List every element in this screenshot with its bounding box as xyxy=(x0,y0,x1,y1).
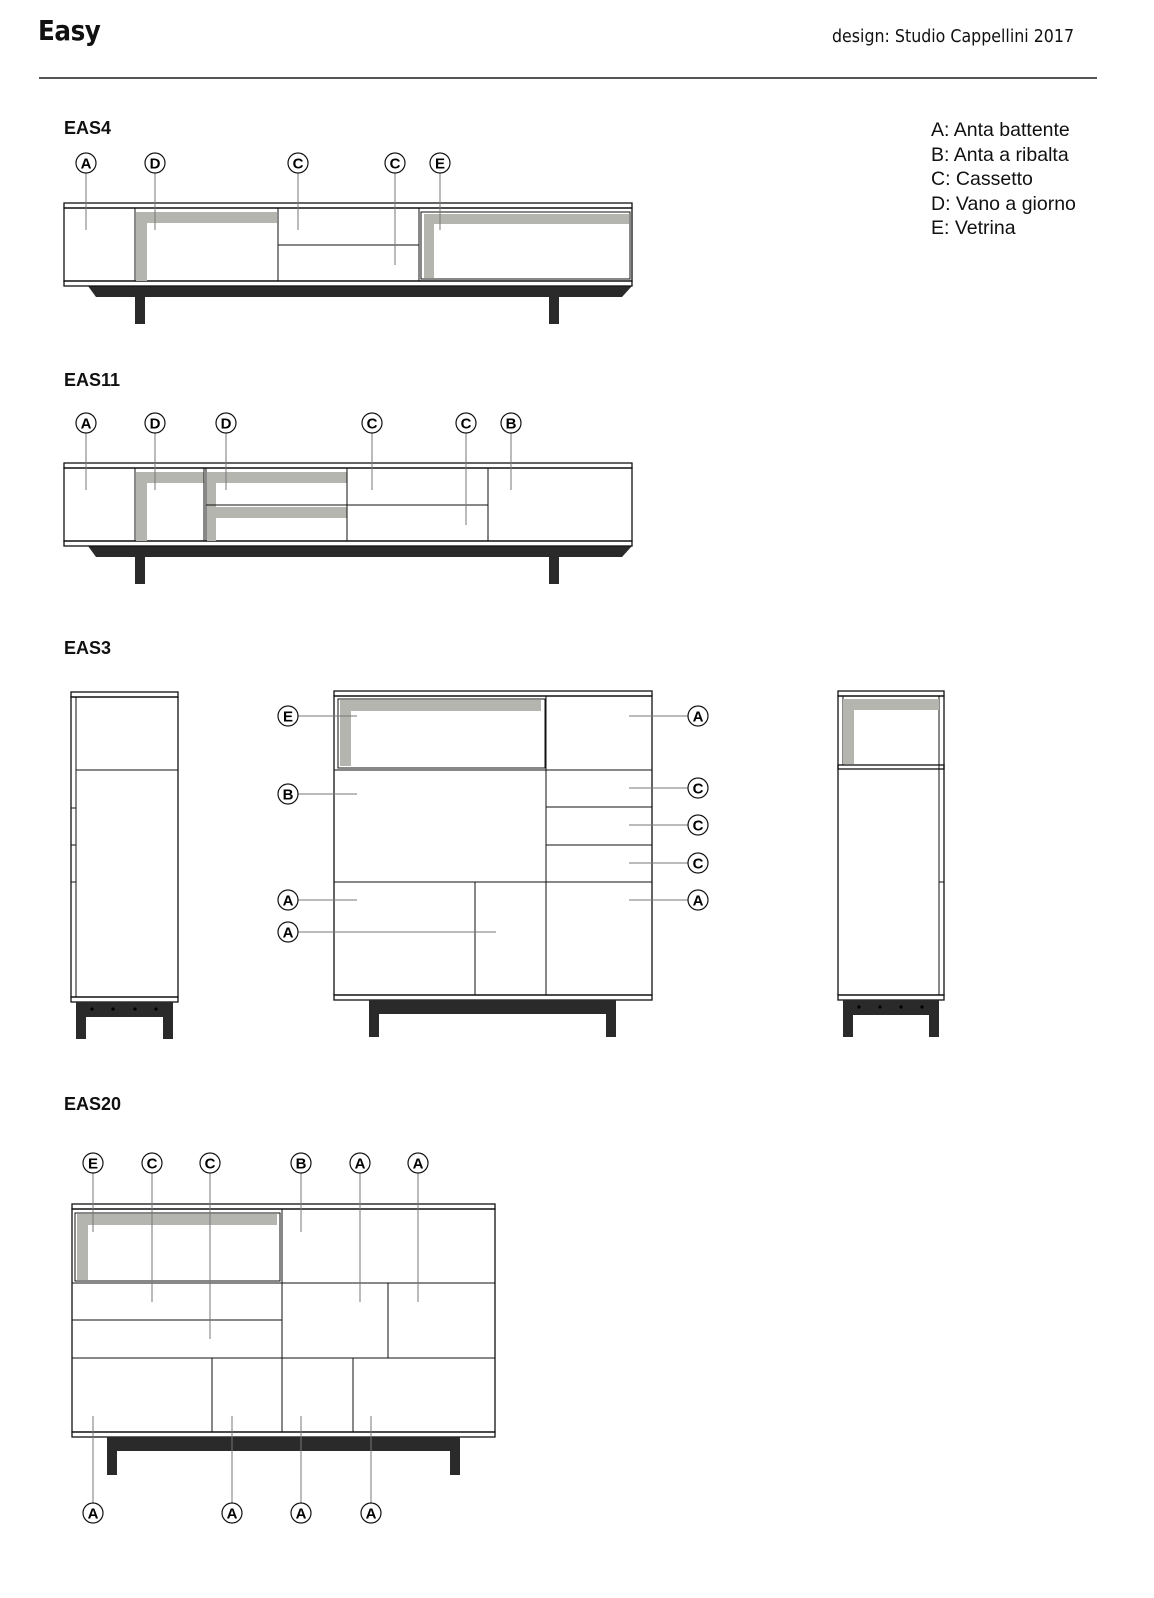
callouts-eas4 xyxy=(76,153,450,265)
callout-a xyxy=(408,1153,428,1173)
callout-c xyxy=(385,153,405,173)
svg-text:D: D xyxy=(149,155,161,173)
legend-item-e: E: Vetrina xyxy=(931,217,1016,239)
callout-b xyxy=(278,784,298,804)
callout-d xyxy=(145,153,165,173)
callout-c xyxy=(456,413,476,433)
callout-c xyxy=(688,853,708,873)
callout-a xyxy=(291,1503,311,1523)
callout-c xyxy=(362,413,382,433)
callout-a xyxy=(76,413,96,433)
svg-text:C: C xyxy=(460,415,472,433)
callout-c xyxy=(200,1153,220,1173)
svg-text:A: A xyxy=(226,1505,238,1523)
callout-e xyxy=(278,706,298,726)
model-label-eas3: EAS3 xyxy=(64,638,112,658)
svg-text:E: E xyxy=(282,708,294,726)
model-label-eas11: EAS11 xyxy=(64,370,121,390)
svg-text:E: E xyxy=(434,155,446,173)
callout-a xyxy=(278,922,298,942)
callout-c xyxy=(142,1153,162,1173)
callout-a xyxy=(83,1503,103,1523)
svg-text:D: D xyxy=(220,415,232,433)
legend-item-d: D: Vano a giorno xyxy=(931,192,1076,215)
callout-a xyxy=(688,890,708,910)
svg-text:B: B xyxy=(505,415,517,433)
legend-item-a: A: Anta battente xyxy=(931,119,1070,141)
callout-c xyxy=(688,778,708,798)
callout-d xyxy=(216,413,236,433)
svg-text:A: A xyxy=(365,1505,377,1523)
svg-text:C: C xyxy=(692,817,704,835)
svg-text:C: C xyxy=(204,1155,216,1173)
callout-a xyxy=(222,1503,242,1523)
svg-text:D: D xyxy=(149,415,161,433)
drawing-eas3-front xyxy=(334,691,652,1037)
callout-a xyxy=(361,1503,381,1523)
svg-text:C: C xyxy=(692,855,704,873)
svg-text:C: C xyxy=(146,1155,158,1173)
svg-text:A: A xyxy=(354,1155,366,1173)
svg-text:C: C xyxy=(692,780,704,798)
svg-text:A: A xyxy=(282,924,294,942)
svg-text:B: B xyxy=(295,1155,307,1173)
svg-text:A: A xyxy=(80,155,92,173)
callout-e xyxy=(83,1153,103,1173)
svg-text:C: C xyxy=(292,155,304,173)
svg-text:A: A xyxy=(80,415,92,433)
drawing-eas3-side-right xyxy=(838,691,944,1037)
drawing-eas11 xyxy=(64,463,632,584)
callout-c xyxy=(688,815,708,835)
svg-text:A: A xyxy=(87,1505,99,1523)
svg-text:A: A xyxy=(295,1505,307,1523)
drawing-eas4 xyxy=(64,203,632,324)
callout-a xyxy=(278,890,298,910)
callout-a xyxy=(350,1153,370,1173)
designer-credit: design: Studio Cappellini 2017 xyxy=(831,26,1074,47)
callout-a xyxy=(688,706,708,726)
page-title: Easy xyxy=(38,14,101,47)
drawing-eas3-side-left xyxy=(71,692,178,1039)
svg-text:A: A xyxy=(282,892,294,910)
callout-e xyxy=(430,153,450,173)
callout-a xyxy=(76,153,96,173)
svg-text:A: A xyxy=(692,892,704,910)
svg-text:C: C xyxy=(389,155,401,173)
svg-text:B: B xyxy=(282,786,294,804)
drawing-eas20 xyxy=(72,1204,495,1475)
legend-item-c: C: Cassetto xyxy=(931,168,1033,190)
model-label-eas4: EAS4 xyxy=(64,118,112,138)
callout-d xyxy=(145,413,165,433)
model-label-eas20: EAS20 xyxy=(64,1094,122,1114)
callout-c xyxy=(288,153,308,173)
callout-b xyxy=(291,1153,311,1173)
svg-text:E: E xyxy=(87,1155,99,1173)
svg-text:C: C xyxy=(366,415,378,433)
callout-b xyxy=(501,413,521,433)
svg-text:A: A xyxy=(412,1155,424,1173)
legend-item-b: B: Anta a ribalta xyxy=(931,143,1069,166)
svg-text:A: A xyxy=(692,708,704,726)
